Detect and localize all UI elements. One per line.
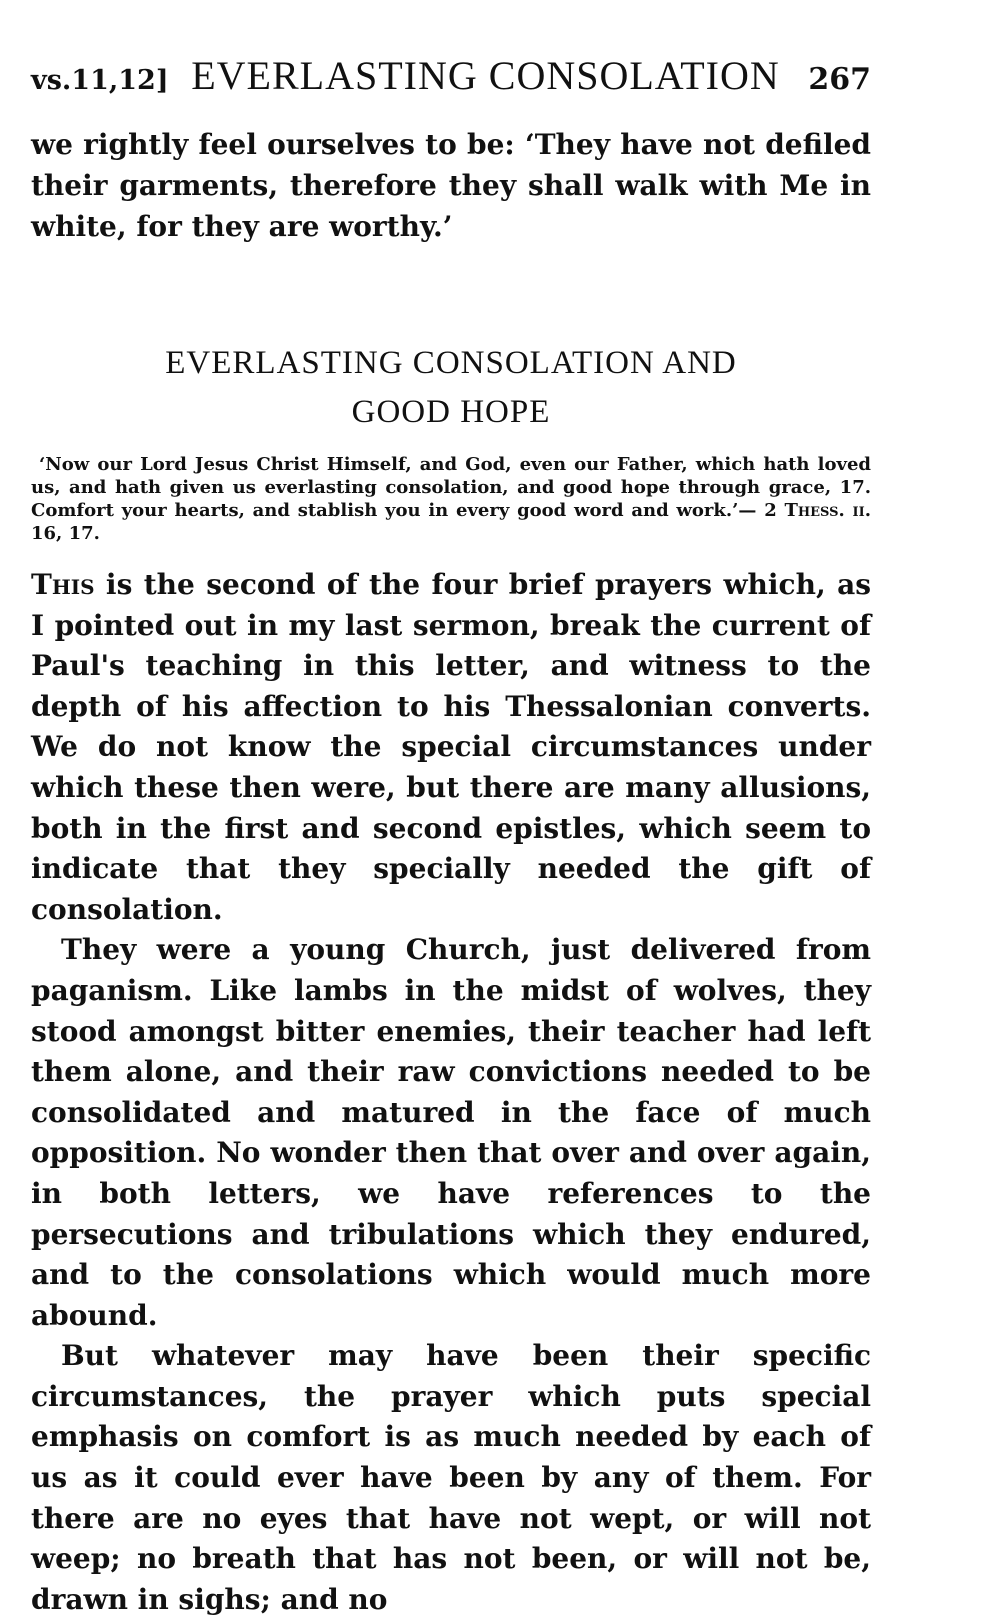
sermon-body bbox=[31, 565, 871, 1620]
page-number: 267 bbox=[808, 62, 871, 97]
sermon-title-line-2: GOOD HOPE bbox=[351, 394, 551, 430]
paragraph-1 bbox=[31, 565, 871, 930]
epigraph-reference: 2 Thess. ii. 16, 17. bbox=[31, 500, 871, 544]
running-head bbox=[31, 52, 871, 102]
paragraph-1-lead: This bbox=[31, 568, 95, 601]
epigraph-text: ‘Now our Lord Jesus Christ Himself, and God, even our Father, which hath loved us, and hath given us everlasting consolation, and good hope through grace, 17. Comfort your hearts, and stablish you in every good word and work.’— bbox=[31, 454, 871, 521]
paragraph-2: They were a young Church, just delivered from paganism. Like lambs in the midst of wolves, they stood amongst bitter enemies, their teacher had left them alone, and their raw convictions needed to be consolidated and matured in the face of much opposition. No wonder then that over and over again, in both letters, we have references to the persecutions and tribulations which they endured, and to the consolations which would much more abound. bbox=[31, 933, 871, 1332]
carryover-paragraph: we rightly feel ourselves to be: ‘They have not defiled their garments, therefore they shall walk with Me in white, for they are worthy.’ bbox=[31, 128, 871, 243]
epigraph bbox=[31, 453, 871, 545]
running-title: EVERLASTING CONSOLATION bbox=[191, 53, 780, 98]
book-page bbox=[31, 52, 871, 1620]
paragraph-3: But whatever may have been their specific circumstances, the prayer which puts special emphasis on comfort is as much needed by each of us as it could ever have been by any of them. For there are no eyes that have not wept, or will not weep; no breath that has not been, or will not be, drawn in sighs; and no bbox=[31, 1339, 871, 1616]
paragraph-1-text: is the second of the four brief prayers which, as I pointed out in my last sermon, break the current of Paul's teaching in this letter, and witness to the depth of his affection to his Thessalonian converts. We do not know the special circumstances under which these then were, but there are many allusions, both in the first and second epistles, which seem to indicate that they specially needed the gift of consolation. bbox=[31, 568, 871, 926]
sermon-title bbox=[31, 339, 871, 437]
verse-reference: vs.11,12] bbox=[31, 65, 169, 96]
sermon-title-line-1: EVERLASTING CONSOLATION AND bbox=[165, 345, 737, 381]
